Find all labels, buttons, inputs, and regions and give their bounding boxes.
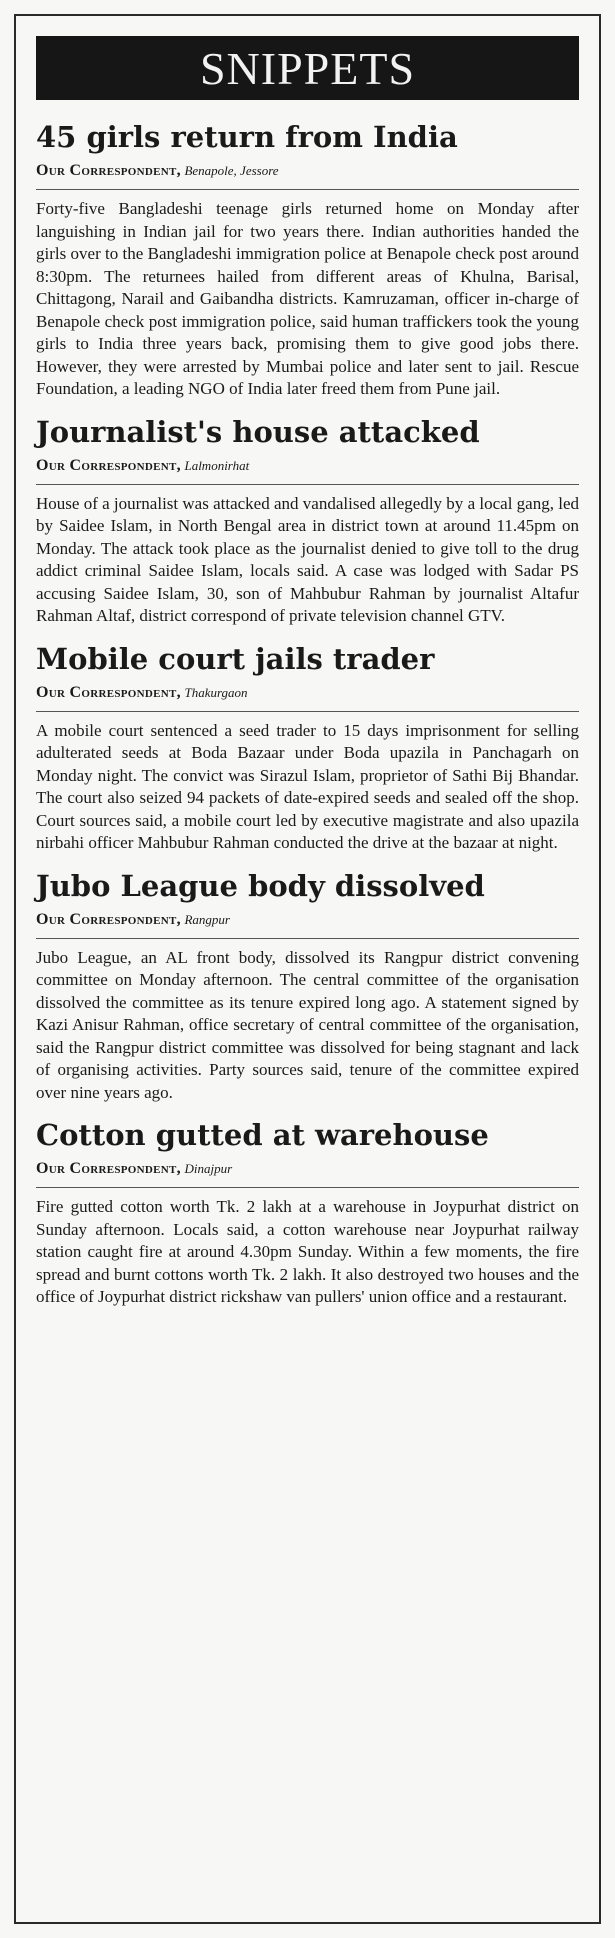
story-body: Fire gutted cotton worth Tk. 2 lakh at a warehouse in Joypurhat district on Sunday afternoon. Locals said, a cotton warehouse near Joypurhat railway station caught fire at around 4.30pm Sunday. Within a few moments, the fire spread and burnt cottons worth Tk. 2 lakh. It also destroyed two houses and the office of Joypurhat district rickshaw van pullers' union office and a restaurant. <box>36 1197 579 1306</box>
byline-name: Our Correspondent, <box>36 683 181 701</box>
story-headline: Cotton gutted at warehouse <box>36 1118 489 1152</box>
story <box>36 413 579 628</box>
divider <box>36 189 579 190</box>
newspaper-page <box>14 14 601 1924</box>
story-body: A mobile court sentenced a seed trader to 15 days imprisonment for selling adulterated seeds at Boda Bazaar under Boda upazila in Panchagarh on Monday night. The convict was Sirazul Islam, proprietor of Sathi Bij Bhandar. The court also seized 94 packets of date-expired seeds and sealed off the shop. Court sources said, a mobile court led by executive magistrate and also upazila nirbahi officer Mahbubur Rahman conducted the drive at the bazaar at night. <box>36 720 579 852</box>
byline-place: Lalmonirhat <box>184 457 250 473</box>
section-title: SNIPPETS <box>199 42 416 94</box>
byline-place: Thakurgaon <box>184 684 248 700</box>
story-byline <box>36 457 579 476</box>
byline-name: Our Correspondent, <box>36 162 181 179</box>
section-banner <box>36 36 579 100</box>
divider <box>36 484 579 485</box>
divider <box>36 1187 579 1188</box>
story-body: Forty-five Bangladeshi teenage girls returned home on Monday after languishing in Indian jail for two years there. Indian authorities handed the girls over to the Bangladeshi immigration police at Benapole check post around 8:30pm. The returnees hailed from different areas of Khulna, Barisal, Chittagong, Narail and Gaibandha districts. Kamruzaman, officer in-charge of Benapole check post immigration police, said human traffickers took the young girls to India three years back, promising them to give good jobs there. However, they were arrested by Mumbai police and later sent to jail. Rescue Foundation, a leading NGO of India later freed them from Pune jail. <box>36 199 579 398</box>
divider <box>36 711 579 712</box>
byline-place: Benapole, Jessore <box>184 163 279 178</box>
story-body: House of a journalist was attacked and vandalised allegedly by a local gang, led by Saidee Islam, in North Bengal area in district town at around 11.45pm on Monday. The attack took place as the journalist denied to give toll to the drug addict criminal Saidee Islam, locals said. A case was lodged with Sadar PS accusing Saidee Islam, 30, son of Mahbubur Rahman by journalist Altafur Rahman Altaf, district correspond of private television channel GTV. <box>36 493 579 625</box>
story-byline <box>36 684 579 703</box>
byline-name: Our Correspondent, <box>36 456 181 474</box>
story <box>36 640 579 855</box>
story-byline <box>36 162 579 181</box>
byline-place: Dinajpur <box>184 1161 233 1176</box>
byline-name: Our Correspondent, <box>36 910 181 928</box>
story-byline <box>36 1160 579 1179</box>
story-headline: Mobile court jails trader <box>36 641 435 676</box>
story-headline: Jubo League body dissolved <box>36 868 485 903</box>
story <box>36 118 579 401</box>
story <box>36 1116 579 1309</box>
divider <box>36 938 579 939</box>
stories-column <box>16 118 599 1309</box>
story-headline: 45 girls return from India <box>36 120 458 154</box>
story-byline <box>36 911 579 930</box>
byline-name: Our Correspondent, <box>36 1160 181 1177</box>
byline-place: Rangpur <box>184 911 230 927</box>
story <box>36 867 579 1105</box>
story-headline: Journalist's house attacked <box>36 414 480 449</box>
story-body: Jubo League, an AL front body, dissolved its Rangpur district convening committee on Monday afternoon. The central committee of the organisation dissolved the committee as its tenure expired long ago. A statement signed by Kazi Anisur Rahman, office secretary of central committee of the organisation, said the Rangpur district committee was dissolved for being stagnant and lack of organising activities. Party sources said, tenure of the committee expired over nine years ago. <box>36 947 579 1102</box>
